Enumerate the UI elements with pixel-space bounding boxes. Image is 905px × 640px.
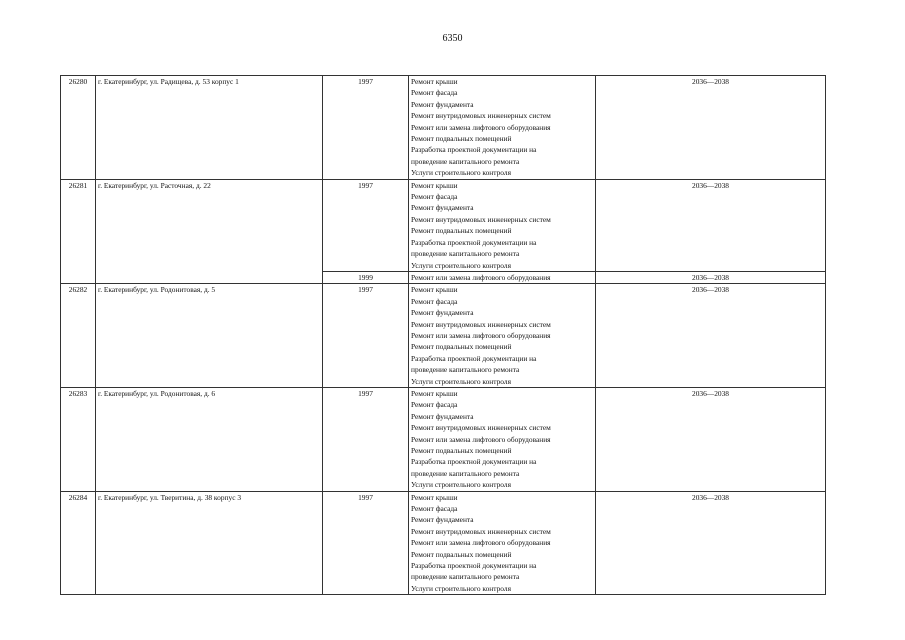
work-item: Ремонт подвальных помещений <box>411 549 512 559</box>
work-item: Ремонт внутридомовых инженерных систем <box>411 423 551 433</box>
work-item: Ремонт внутридомовых инженерных систем <box>411 214 551 224</box>
works-cell <box>409 284 596 388</box>
row-number-cell: 26284 <box>61 491 96 595</box>
address-cell: г. Екатеринбург, ул. Расточная, д. 22 <box>96 179 323 284</box>
work-item: Услуги строительного контроля <box>411 376 511 386</box>
work-item: Ремонт крыши <box>411 388 458 398</box>
works-cell <box>409 179 596 271</box>
work-item: Ремонт или замена лифтового оборудования <box>411 538 551 548</box>
work-item: Ремонт фундамента <box>411 515 474 525</box>
work-item: Ремонт или замена лифтового оборудования <box>411 122 551 132</box>
row-number-cell: 26281 <box>61 179 96 284</box>
work-item: Разработка проектной документации на <box>411 561 537 571</box>
work-item: проведение капитального ремонта <box>411 365 520 375</box>
work-item: Ремонт фундамента <box>411 99 474 109</box>
capital-repair-table <box>60 75 826 595</box>
work-item: Ремонт или замена лифтового оборудования <box>411 330 551 340</box>
work-item: Ремонт крыши <box>411 492 458 502</box>
address-cell: г. Екатеринбург, ул. Радищева, д. 53 корпус 1 <box>96 76 323 180</box>
table-row <box>61 76 826 180</box>
year-cell: 1997 <box>323 179 409 271</box>
page-number: 6350 <box>442 33 463 44</box>
work-item: Разработка проектной документации на <box>411 237 537 247</box>
year-cell: 1997 <box>323 284 409 388</box>
work-item: Ремонт подвальных помещений <box>411 226 512 236</box>
work-item: Услуги строительного контроля <box>411 480 511 490</box>
table-row <box>61 179 826 271</box>
table-row <box>61 284 826 388</box>
table-row <box>61 387 826 491</box>
work-item: Ремонт фасада <box>411 296 458 306</box>
period-cell: 2036—2038 <box>596 179 826 271</box>
row-number-cell: 26283 <box>61 387 96 491</box>
year-cell: 1997 <box>323 491 409 595</box>
work-item: Ремонт фасада <box>411 88 458 98</box>
work-item: Услуги строительного контроля <box>411 168 511 178</box>
work-item: проведение капитального ремонта <box>411 249 520 259</box>
table-body <box>61 76 826 595</box>
work-item: Ремонт подвальных помещений <box>411 446 512 455</box>
works-cell <box>409 271 596 283</box>
year-cell: 1997 <box>323 76 409 180</box>
work-item: Разработка проектной документации на <box>411 353 537 363</box>
work-item: Ремонт фасада <box>411 400 458 410</box>
work-item: проведение капитального ремонта <box>411 572 520 582</box>
works-cell <box>409 387 596 491</box>
work-item: Разработка проектной документации на <box>411 145 537 155</box>
works-cell <box>409 76 596 180</box>
work-item: проведение капитального ремонта <box>411 156 520 166</box>
period-cell: 2036—2038 <box>596 271 826 283</box>
work-item: Ремонт крыши <box>411 77 458 86</box>
table-row <box>61 491 826 595</box>
work-item: Ремонт фасада <box>411 192 458 202</box>
row-number-cell: 26280 <box>61 76 96 180</box>
address-cell: г. Екатеринбург, ул. Родонитовая, д. 6 <box>96 387 323 491</box>
work-item: Ремонт внутридомовых инженерных систем <box>411 526 551 536</box>
period-cell: 2036—2038 <box>596 76 826 180</box>
row-number-cell: 26282 <box>61 284 96 388</box>
period-cell: 2036—2038 <box>596 387 826 491</box>
work-item: Разработка проектной документации на <box>411 457 537 467</box>
work-item: Услуги строительного контроля <box>411 260 511 270</box>
work-item: Услуги строительного контроля <box>411 583 511 593</box>
work-item: Ремонт или замена лифтового оборудования <box>411 272 551 282</box>
year-cell: 1997 <box>323 387 409 491</box>
work-item: Ремонт фундамента <box>411 308 474 318</box>
work-item: Ремонт крыши <box>411 285 458 295</box>
work-item: Ремонт или замена лифтового оборудования <box>411 434 551 444</box>
address-cell: г. Екатеринбург, ул. Тверитина, д. 38 корпус 3 <box>96 491 323 595</box>
work-item: Ремонт внутридомовых инженерных систем <box>411 319 551 329</box>
period-cell: 2036—2038 <box>596 284 826 388</box>
work-item: Ремонт фундамента <box>411 203 474 213</box>
period-cell: 2036—2038 <box>596 491 826 595</box>
address-cell: г. Екатеринбург, ул. Родонитовая, д. 5 <box>96 284 323 388</box>
work-item: Ремонт фасада <box>411 504 458 514</box>
year-cell: 1999 <box>323 271 409 283</box>
work-item: Ремонт подвальных помещений <box>411 342 512 352</box>
work-item: Ремонт внутридомовых инженерных систем <box>411 111 551 121</box>
work-item: проведение капитального ремонта <box>411 468 520 478</box>
work-item: Ремонт подвальных помещений <box>411 134 512 144</box>
work-item: Ремонт фундамента <box>411 411 474 421</box>
works-cell <box>409 491 596 595</box>
work-item: Ремонт крыши <box>411 180 458 190</box>
